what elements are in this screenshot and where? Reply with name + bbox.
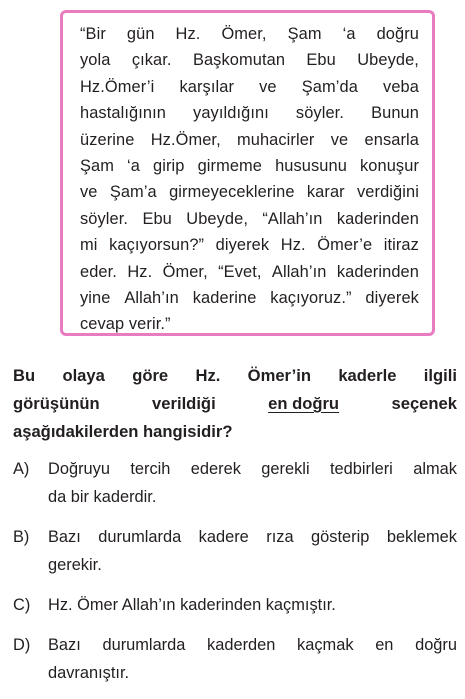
- question-word: Hz.: [195, 366, 221, 385]
- passage-word: kaçıyoruz.”: [270, 288, 352, 307]
- answer-option-c[interactable]: [13, 591, 457, 619]
- passage-line: [80, 179, 419, 205]
- passage-word: diyerek: [215, 236, 270, 255]
- option-word: kaderden: [207, 636, 276, 654]
- passage-word: kaçıyorsun?”: [109, 236, 205, 255]
- passage-line: [80, 153, 419, 179]
- passage-word: Hz.: [175, 25, 201, 43]
- passage-word: Allah’ın: [124, 288, 179, 307]
- passage-word: kaderine: [192, 288, 257, 307]
- option-letter: B): [13, 528, 30, 546]
- option-word: en: [375, 636, 394, 654]
- passage-word: konuşur: [359, 156, 419, 175]
- passage-word: mi: [80, 236, 98, 255]
- question-line: [13, 390, 457, 418]
- passage-word: Ebu: [306, 51, 336, 70]
- option-text-line: [48, 455, 457, 483]
- passage-word: Başkomutan: [192, 51, 286, 70]
- question-word: Ömer’in: [247, 366, 311, 385]
- passage-word: Şam: [287, 25, 322, 43]
- passage-word: veba: [383, 77, 419, 96]
- passage-word: “Allah’ın: [262, 209, 323, 228]
- option-word: davranıştır.: [48, 664, 130, 682]
- passage-word: ve: [330, 130, 349, 149]
- passage-word: cevap verir.”: [80, 315, 171, 334]
- option-word: beklemek: [386, 528, 457, 546]
- passage-word: doğru: [376, 25, 419, 43]
- passage-word: itiraz: [383, 236, 419, 255]
- option-word: durumlarda: [102, 636, 186, 654]
- option-word: gerekir.: [48, 556, 102, 574]
- passage-word: ensarla: [364, 130, 419, 149]
- answer-options: [13, 455, 457, 699]
- passage-word: üzerine: [80, 130, 135, 149]
- option-word: doğru: [415, 636, 457, 654]
- passage-word: Hz.Ömer,: [150, 130, 221, 149]
- question-word: Bu: [13, 366, 36, 385]
- passage-word: ‘a: [127, 156, 141, 175]
- option-text-line: [48, 523, 457, 551]
- passage-word: yine: [80, 288, 111, 307]
- passage-line: [80, 47, 419, 73]
- passage-line: [80, 127, 419, 153]
- question-stem: [13, 362, 457, 446]
- passage-word: girmeme: [197, 156, 263, 175]
- passage-word: Hz.: [280, 236, 306, 255]
- option-word: Bazı: [48, 528, 81, 546]
- passage-word: çıkar.: [131, 51, 172, 70]
- passage-word: Allah’ın: [271, 262, 327, 281]
- passage-word: “Evet,: [218, 262, 262, 281]
- passage-word: söyler.: [295, 104, 344, 123]
- answer-option-b[interactable]: [13, 523, 457, 579]
- passage-word: karşılar: [179, 77, 235, 96]
- passage-word: yola: [80, 51, 111, 70]
- passage-word: kaderinden: [336, 209, 419, 228]
- passage-word: hususunu: [275, 156, 347, 175]
- passage-word: girip: [153, 156, 185, 175]
- option-text-line: [48, 591, 457, 619]
- option-word: almak: [413, 460, 457, 478]
- passage-word: Şam’a: [109, 183, 157, 202]
- question-word: görüşünün: [13, 394, 100, 413]
- passage-line: [80, 311, 419, 337]
- emphasis-underlined-text: en doğru: [268, 394, 340, 413]
- passage-word: Ömer’e: [317, 236, 373, 255]
- option-letter: D): [13, 636, 31, 654]
- passage-word: Şam’da: [301, 77, 358, 96]
- passage-word: ve: [259, 77, 277, 96]
- passage-word: Şam: [80, 156, 115, 175]
- passage-word: yayıldığını: [193, 104, 269, 123]
- option-letter: C): [13, 596, 31, 614]
- option-word: ederek: [190, 460, 241, 478]
- passage-word: verdiğini: [357, 183, 419, 202]
- passage-line: [80, 232, 419, 258]
- passage-line: [80, 259, 419, 285]
- passage-word: ‘a: [342, 25, 356, 43]
- passage-word: diyerek: [365, 288, 419, 307]
- option-word: tercih: [130, 460, 171, 478]
- option-word: da bir kaderdir.: [48, 488, 157, 506]
- option-text-line: [48, 659, 457, 687]
- question-word: seçenek: [391, 394, 457, 413]
- option-word: Doğruyu: [48, 460, 110, 478]
- question-line: [13, 418, 457, 446]
- passage-word: Bunun: [371, 104, 419, 123]
- passage-line: [80, 206, 419, 232]
- passage-word: söyler.: [80, 209, 129, 228]
- passage-word: karar: [306, 183, 345, 202]
- passage-word: eder.: [80, 262, 117, 281]
- question-word: ilgili: [423, 366, 457, 385]
- passage-word: Ebu: [142, 209, 172, 228]
- passage-word: Ubeyde,: [186, 209, 249, 228]
- passage-word: ve: [80, 183, 98, 202]
- passage-word: kaderinden: [336, 262, 419, 281]
- option-text-line: [48, 551, 457, 579]
- answer-option-d[interactable]: [13, 631, 457, 687]
- question-word: verildiği: [152, 394, 216, 413]
- question-word: aşağıdakilerden hangisidir?: [13, 422, 233, 441]
- option-word: rıza: [266, 528, 294, 546]
- question-line: [13, 362, 457, 390]
- passage-line: [80, 100, 419, 126]
- passage-word: Ömer,: [221, 25, 267, 43]
- option-word: durumlarda: [98, 528, 182, 546]
- passage-word: gün: [126, 25, 155, 43]
- answer-option-a[interactable]: [13, 455, 457, 511]
- option-text-line: [48, 631, 457, 659]
- passage-word: muhacirler: [236, 130, 315, 149]
- passage-word: Hz.Ömer’i: [80, 77, 155, 96]
- passage-text: [80, 21, 419, 338]
- option-word: tedbirleri: [329, 460, 393, 478]
- passage-word: “Bir: [80, 25, 106, 43]
- option-word: gösterip: [311, 528, 370, 546]
- question-word: göre: [132, 366, 169, 385]
- passage-word: Ubeyde,: [357, 51, 419, 70]
- passage-word: girmeyeceklerine: [169, 183, 295, 202]
- option-word: Bazı: [48, 636, 81, 654]
- passage-line: [80, 285, 419, 311]
- option-word: kadere: [198, 528, 249, 546]
- passage-line: [80, 74, 419, 100]
- passage-word: hastalığının: [80, 104, 166, 123]
- question-word: kaderle: [338, 366, 397, 385]
- passage-word: Ömer,: [162, 262, 208, 281]
- passage-word: Hz.: [127, 262, 153, 281]
- question-word: olaya: [62, 366, 105, 385]
- option-word: Hz. Ömer Allah’ın kaderinden kaçmıştır.: [48, 596, 336, 614]
- option-text-line: [48, 483, 457, 511]
- option-word: gerekli: [261, 460, 310, 478]
- option-letter: A): [13, 460, 30, 478]
- option-word: kaçmak: [297, 636, 354, 654]
- passage-line: [80, 21, 419, 47]
- passage-box: [60, 10, 435, 336]
